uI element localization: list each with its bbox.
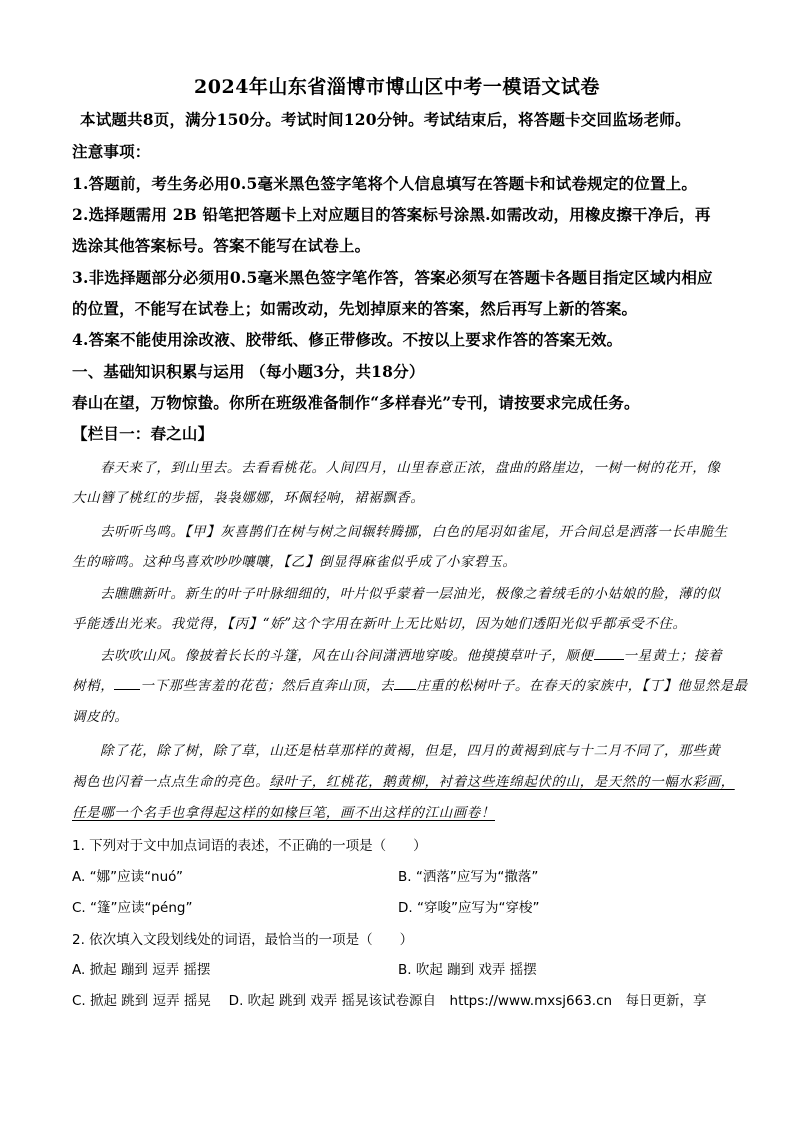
- passage-line: 去听听鸟鸣。【甲】灰喜鹊们在树与树之间辗转腾挪，白色的尾羽如雀尾，开合间总是洒落一长串脆生: [100, 524, 728, 540]
- passage-line: [100, 644, 722, 664]
- section-heading: 一、基础知识积累与运用 （每小题3分，共18分）: [72, 362, 425, 381]
- passage-segment: 褐色也闪着一点点生命的亮色。: [72, 774, 270, 790]
- notice-item: 4.答案不能使用涂改液、胶带纸、修正带修改。不按以上要求作答的答案无效。: [72, 330, 623, 349]
- underlined-sentence: 绿叶子，红桃花，鹅黄柳，衬着这些连绵起伏的山，是天然的一幅水彩画，: [269, 774, 735, 790]
- column-heading: 【栏目一：春之山】: [72, 424, 214, 443]
- exam-title: 2024年山东省淄博市博山区中考一模语文试卷: [194, 76, 600, 98]
- question-1-stem: 1. 下列对于文中加点词语的表述，不正确的一项是（ ）: [72, 838, 427, 854]
- question-2-option-b: B. 吹起 蹦到 戏弄 摇摆: [398, 962, 537, 978]
- notice-item: 1.答题前，考生务必用0.5毫米黑色签字笔将个人信息填写在答题卡和试卷规定的位置上。: [72, 174, 698, 193]
- question-1-option-a: A. “娜”应读“nuó”: [72, 869, 183, 885]
- passage-segment: 一星黄土；接着: [623, 648, 723, 664]
- question-2-stem: 2. 依次填入文段划线处的词语，最恰当的一项是（ ）: [72, 932, 414, 948]
- passage-segment: 树梢，: [72, 678, 115, 694]
- passage-segment: 一下那些害羞的花苞；然后直奔山顶，去: [140, 678, 395, 694]
- notice-heading: 注意事项：: [72, 142, 151, 161]
- passage-line: [72, 674, 748, 694]
- underlined-sentence: 任是哪一个名手也拿得起这样的如椽巨笔，画不出这样的江山画卷！: [72, 805, 495, 821]
- passage-line: 大山簪了桃红的步摇，袅袅娜娜，环佩轻响，裙裾飘香。: [72, 490, 425, 506]
- passage-line: 乎能透出光来。我觉得，【丙】“娇”这个字用在新叶上无比贴切，因为她们透阳光似乎都承受不住。: [72, 616, 687, 632]
- fill-blank-3: [394, 679, 416, 690]
- question-1-option-b: B. “洒落”应写为“撒落”: [398, 869, 539, 885]
- passage-line: 除了花，除了树，除了草，山还是枯草那样的黄褐，但是，四月的黄褐到底与十二月不同了，那些黄: [100, 743, 721, 759]
- passage-segment: 去吹吹山风。像披着长长的斗篷，风在山谷间潇洒地穿唆。他摸摸草叶子，顺便: [100, 648, 594, 664]
- question-2-option-a: A. 掀起 蹦到 逗弄 摇摆: [72, 962, 211, 978]
- passage-line: 去瞧瞧新叶。新生的叶子叶脉细细的，叶片似乎蒙着一层油光，极像之着绒毛的小姑娘的脸，薄的似: [100, 586, 721, 602]
- notice-item: 2.选择题需用 2B 铅笔把答题卡上对应题目的答案标号涂黑.如需改动，用橡皮擦干净后，再: [72, 205, 711, 224]
- task-intro: 春山在望，万物惊蛰。你所在班级准备制作“多样春光”专刊，请按要求完成任务。: [72, 393, 640, 412]
- notice-item: 的位置，不能写在试卷上；如需改动，先划掉原来的答案，然后再写上新的答案。: [72, 299, 638, 318]
- fill-blank-2: [114, 679, 140, 690]
- passage-line: 春天来了，到山里去。去看看桃花。人间四月，山里春意正浓，盘曲的路崖边，一树一树的花开，像: [100, 460, 721, 476]
- question-2-option-c-d: C. 掀起 跳到 逗弄 摇晃 D. 吹起 跳到 戏弄 摇晃该试卷源自 https://www.mxsj663.cn 每日更新，享: [72, 993, 707, 1009]
- passage-line: 生的啼鸣。这种鸟喜欢吵吵嚷嚷，【乙】倒显得麻雀似乎成了小家碧玉。: [72, 554, 517, 570]
- passage-line: 调皮的。: [72, 709, 129, 725]
- notice-item: 选涂其他答案标号。答案不能写在试卷上。: [72, 236, 371, 255]
- passage-line: [72, 770, 735, 790]
- question-1-option-d: D. “穿唆”应写为“穿梭”: [398, 900, 540, 916]
- fill-blank-1: [594, 649, 624, 660]
- notice-item: 3.非选择题部分必须用0.5毫米黑色签字笔作答，答案必须写在答题卡各题目指定区域内相应: [72, 268, 713, 287]
- passage-segment: 庄重的松树叶子。在春天的家族中，【丁】他显然是最: [416, 678, 748, 694]
- question-1-option-c: C. “篷”应读“péng”: [72, 900, 193, 916]
- exam-intro: 本试题共8页，满分150分。考试时间120分钟。考试结束后，将答题卡交回监场老师。: [80, 110, 691, 129]
